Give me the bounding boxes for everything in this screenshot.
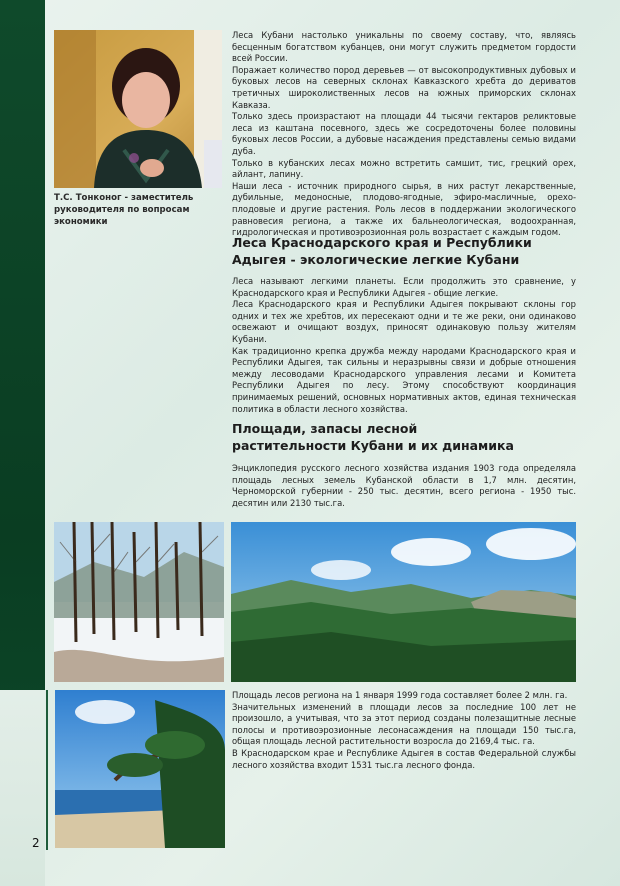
bottom-paragraph: В Краснодарском крае и Республике Адыгея в состав Федеральной службы лесного хозяйства входит 1531 тыс.га лесного фонда. bbox=[232, 747, 576, 770]
winter-forest-photo bbox=[54, 522, 224, 682]
section2-paragraph: Энциклопедия русского лесного хозяйства издания 1903 года определяла площадь лесных земель Кубанской области в 1,7 млн. десятин, Черноморской губернии - 250 тыс. десятин, всего региона - 1950 тыс. десятин или 2130 тыс.га. bbox=[232, 463, 576, 508]
intro-paragraph: Только в кубанских лесах можно встретить самшит, тис, грецкий орех, айлант, лапину. bbox=[232, 157, 576, 180]
page-number: 2 bbox=[32, 836, 40, 850]
intro-paragraph: Леса Кубани настолько уникальны по своему составу, что, являясь бесценным богатством кубанцев, они могут служить предметом гордости всей России. bbox=[232, 30, 576, 64]
intro-paragraph: Наши леса - источник природного сырья, в них растут лекарственные, дубильные, медоносные, плодово-ягодные, эфиро-масличные, орехо-плодовые и другие растения. Роль лесов в поддержании экологического равновесия региона, а также их бальнеологическая, водоохранная, гидрологическая и противоэрозионная роль возрастает с каждым годом. bbox=[232, 180, 576, 238]
intro-paragraph: Поражает количество пород деревьев — от высокопродуктивных дубовых и буковых лесов на северных склонах Кавказского хребта до дериватов третичных широколиственных лесов на южных приморских склонах Кавказа. bbox=[232, 64, 576, 110]
section1-paragraph: Леса Краснодарского края и Республики Адыгея покрывают склоны гор одних и тех же хребтов, их пересекают одни и те же реки, они одинаково освежают и очищают воздух, приносят одинаковую пользу жителям Кубани. bbox=[232, 299, 576, 344]
bottom-paragraph: Значительных изменений в площади лесов за последние 100 лет не произошло, а учитывая, что за этот период созданы полезащитные лесные полосы и противоэрозионные лесонасаждения на площади 150 тыс.га, общая площадь лесной растительности возросла до 2169,4 тыс. га. bbox=[232, 701, 576, 747]
strip-lower-background bbox=[0, 690, 45, 886]
mountain-panorama-photo bbox=[231, 522, 576, 682]
section1-paragraph: Как традиционно крепка дружба между народами Краснодарского края и Республики Адыгея, так сильны и неразрывны связи и добрые отношения между лесоводами Краснодарского управления лесами и Комитета Республики Адыгея по лесу. Этому способствуют координация принимаемых решений, основных нормативных актов, единая техническая политика в области лесного хозяйства. bbox=[232, 345, 576, 414]
section2-text bbox=[232, 463, 576, 509]
section1-text bbox=[232, 276, 576, 415]
section-heading: Площади, запасы лесной растительности Кубани и их динамика bbox=[232, 421, 514, 453]
bottom-text bbox=[232, 690, 576, 771]
coastal-pine-photo bbox=[55, 690, 225, 848]
section1-paragraph: Леса называют легкими планеты. Если продолжить это сравнение, у Краснодарского края и Республики Адыгея - общие легкие. bbox=[232, 276, 576, 298]
portrait-caption: Т.С. Тонконог - заместитель руководителя по вопросам экономики bbox=[54, 193, 194, 227]
section-heading: Леса Краснодарского края и Республики Адыгея - экологические легкие Кубани bbox=[232, 235, 532, 267]
intro-text bbox=[232, 30, 576, 239]
vertical-rule bbox=[46, 690, 48, 850]
bottom-paragraph: Площадь лесов региона на 1 января 1999 года составляет более 2 млн. га. bbox=[232, 690, 568, 700]
intro-paragraph: Только здесь произрастают на площади 44 тысячи гектаров реликтовые леса из каштана посевного, здесь же сосредоточены более половины буковых лесов России, а дубовые насаждения представлены семью видами дуба. bbox=[232, 111, 576, 156]
portrait-photo bbox=[54, 30, 222, 188]
